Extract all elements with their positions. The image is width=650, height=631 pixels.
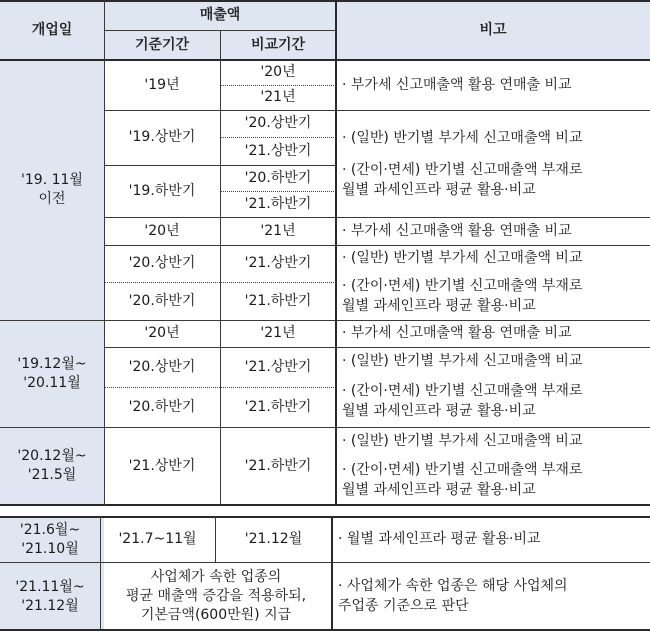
remark-main-industry: · 사업체가 속한 업종은 해당 사업체의 주업종 기준으로 판단	[338, 577, 568, 614]
remark-annual: · 부가세 신고매출액 활용 연매출 비교	[342, 76, 572, 93]
merged-sales-cell: 사업체가 속한 업종의 평균 매출액 증감을 적용하되, 기본금액(600만원) 지급	[125, 569, 307, 623]
compare-period-cell: '21.상반기	[244, 358, 312, 375]
column-divider	[335, 0, 337, 505]
compare-period-cell: '21.상반기	[244, 142, 312, 159]
header-sales: 매출액	[199, 6, 241, 23]
compare-period-cell: '21.12월	[244, 531, 303, 548]
compare-period-cell: '20년	[260, 64, 296, 81]
lower-table-top-border	[0, 516, 650, 518]
remark-simple-half: · (간이·면세) 반기별 신고매출액 부재로 월별 과세인프라 평균 활용·비교	[342, 277, 583, 314]
open-date-cell: '19.12월~ '20.11월	[17, 355, 87, 391]
compare-period-cell: '20.하반기	[244, 169, 312, 186]
divider-solid	[104, 347, 650, 348]
divider-solid	[0, 562, 650, 563]
base-period-cell: '19.하반기	[128, 182, 196, 199]
column-divider	[331, 517, 333, 630]
column-divider	[100, 517, 101, 630]
open-date-cell: '19. 11월 이전	[21, 172, 83, 207]
remark-simple-half: · (간이·면세) 반기별 신고매출액 부재로 월별 과세인프라 평균 활용·비교	[342, 461, 583, 498]
header-open-date: 개업일	[31, 21, 73, 38]
base-period-cell: '20.하반기	[128, 398, 196, 415]
base-period-cell: '19.상반기	[128, 129, 196, 146]
remark-annual: · 부가세 신고매출액 활용 연매출 비교	[342, 222, 572, 239]
header-bottom-border	[0, 59, 650, 61]
divider-solid	[104, 245, 650, 246]
header-compare-period: 비교기간	[250, 36, 306, 53]
table-top-border	[0, 0, 650, 2]
header-base-period: 기준기간	[134, 36, 190, 53]
base-period-cell: '20.상반기	[128, 255, 196, 272]
divider-dotted	[220, 137, 336, 138]
compare-period-cell: '21년	[260, 325, 296, 342]
remark-annual: · 부가세 신고매출액 활용 연매출 비교	[342, 325, 572, 342]
header-remarks: 비고	[479, 21, 507, 38]
compare-period-cell: '21.하반기	[244, 457, 312, 474]
compare-period-cell: '21년	[260, 222, 296, 239]
column-divider	[215, 517, 216, 562]
remark-general-half: · (일반) 반기별 부가세 신고매출액 비교	[342, 129, 583, 146]
base-period-cell: '20.상반기	[128, 358, 196, 375]
group-divider	[0, 320, 650, 321]
remark-simple-half: · (간이·면세) 반기별 신고매출액 부재로 월별 과세인프라 평균 활용·비교	[342, 382, 583, 419]
group-divider	[0, 427, 650, 428]
base-period-cell: '19년	[144, 76, 180, 93]
divider-dotted	[220, 191, 336, 192]
base-period-cell: '21.상반기	[128, 457, 196, 474]
remark-simple-half: · (간이·면세) 반기별 신고매출액 부재로 월별 과세인프라 평균 활용·비교	[342, 161, 583, 198]
open-date-cell: '21.6월~ '21.10월	[19, 521, 81, 557]
remark-general-half: · (일반) 반기별 부가세 신고매출액 비교	[342, 432, 583, 449]
compare-period-cell: '21.상반기	[244, 255, 312, 272]
open-date-cell: '21.11월~ '21.12월	[15, 578, 85, 614]
column-divider	[104, 0, 105, 505]
remark-general-half: · (일반) 반기별 부가세 신고매출액 비교	[342, 352, 583, 369]
compare-period-cell: '21.하반기	[244, 398, 312, 415]
compare-period-cell: '21.하반기	[244, 292, 312, 309]
base-period-cell: '20년	[144, 325, 180, 342]
base-period-cell: '20.하반기	[128, 292, 196, 309]
base-period-cell: '20년	[144, 222, 180, 239]
upper-table-bottom-border	[0, 504, 650, 506]
column-divider	[220, 30, 221, 505]
remark-general-half: · (일반) 반기별 부가세 신고매출액 비교	[342, 249, 583, 266]
compare-period-cell: '21년	[260, 89, 296, 106]
divider-solid	[104, 110, 650, 111]
divider-dotted	[220, 85, 336, 86]
base-period-cell: '21.7~11월	[118, 531, 197, 548]
remark-monthly: · 월별 과세인프라 평균 활용·비교	[338, 531, 541, 548]
divider-solid	[104, 217, 650, 218]
compare-period-cell: '20.상반기	[244, 115, 312, 132]
compare-period-cell: '21.하반기	[244, 195, 312, 212]
open-date-cell: '20.12월~ '21.5월	[17, 448, 87, 483]
